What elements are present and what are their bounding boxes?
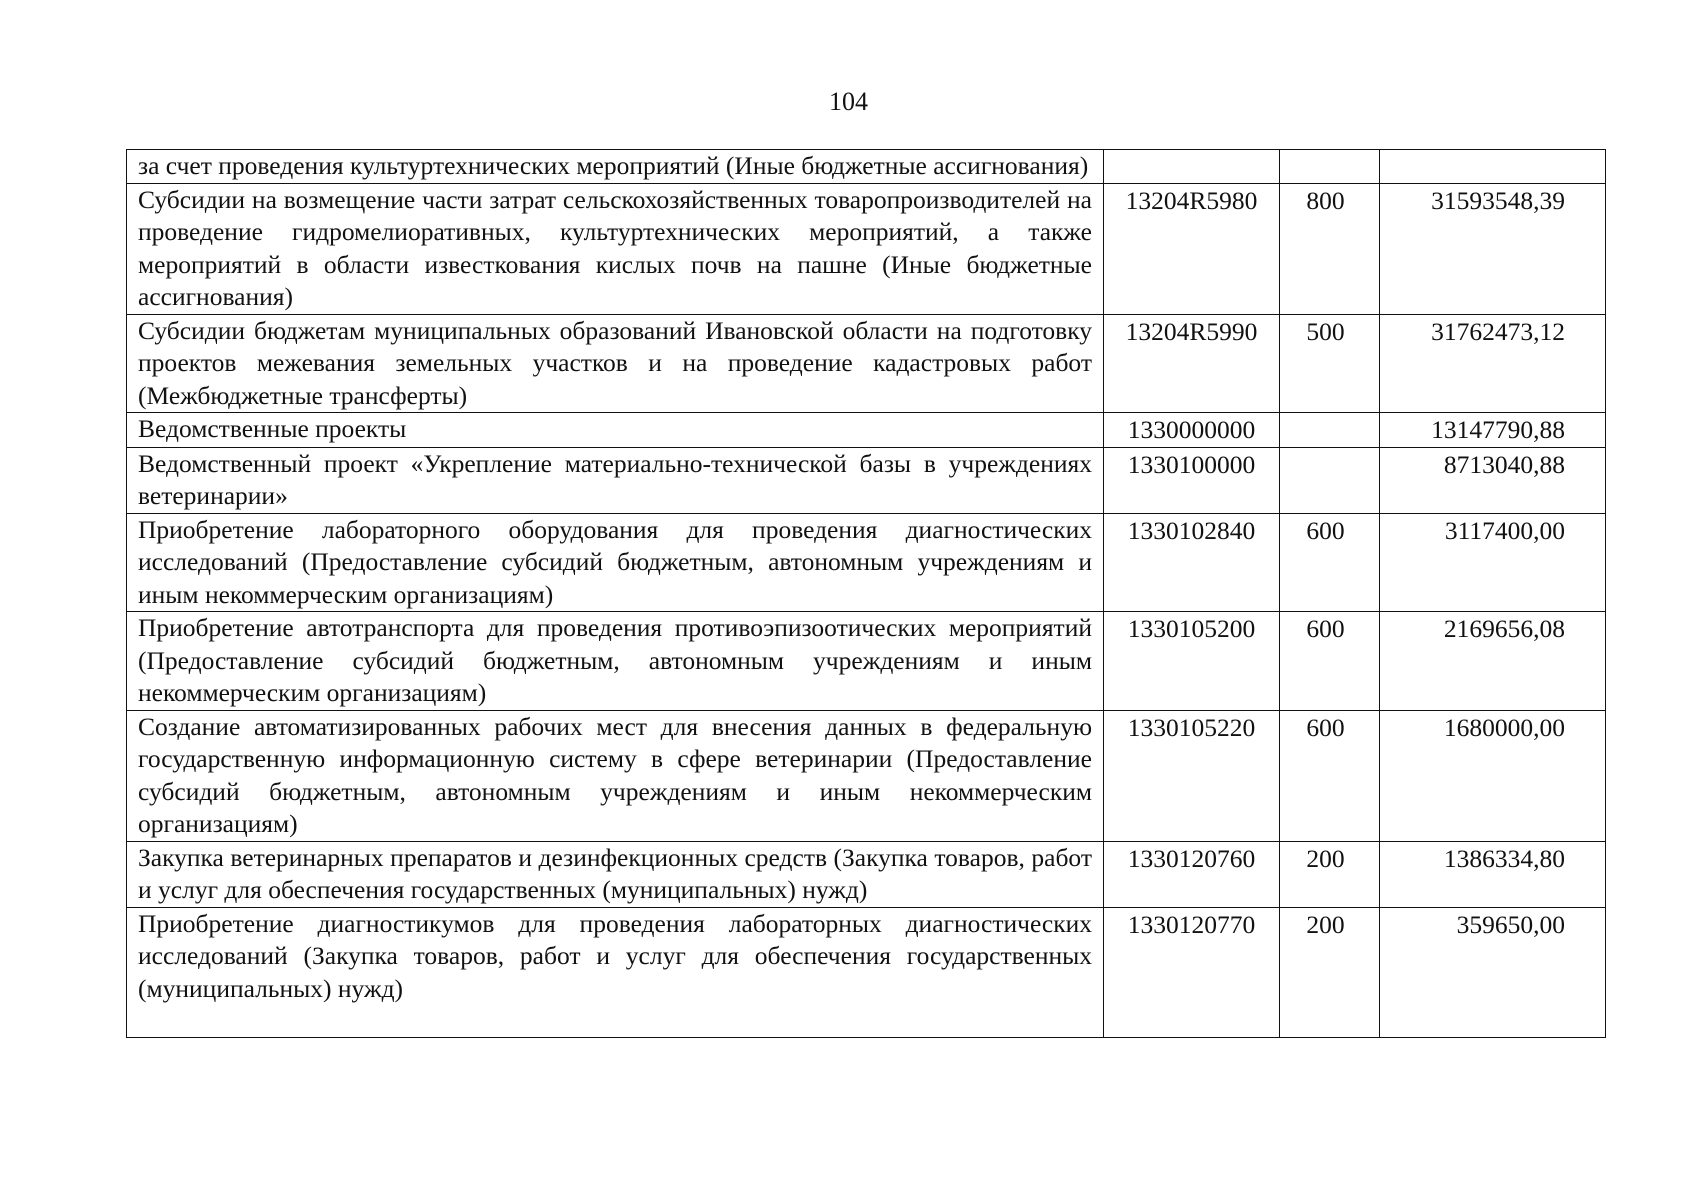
table-row (127, 314, 1606, 413)
row-description: Ведомственный проект «Укрепление материально-технической базы в учреждениях ветеринарии» (127, 447, 1104, 513)
row-description: Приобретение автотранспорта для проведения противоэпизоотических мероприятий (Предоставление субсидий бюджетным, автономным учреждениям и иным некоммерческим организациям) (127, 612, 1104, 711)
row-expense-type: 800 (1280, 183, 1380, 314)
table-row (127, 841, 1606, 907)
budget-table (126, 149, 1606, 1038)
table-row (127, 710, 1606, 841)
row-target-code: 1330105220 (1104, 710, 1280, 841)
row-expense-type: 200 (1280, 907, 1380, 1037)
table-row (127, 447, 1606, 513)
row-expense-type (1280, 447, 1380, 513)
row-description: Ведомственные проекты (127, 413, 1104, 448)
row-amount (1380, 150, 1606, 184)
row-description: Приобретение лабораторного оборудования для проведения диагностических исследований (Предоставление субсидий бюджетным, автономным учреждениям и иным некоммерческим организациям) (127, 513, 1104, 612)
row-amount: 31593548,39 (1380, 183, 1606, 314)
row-description: Субсидии на возмещение части затрат сельскохозяйственных товаропроизводителей на проведение гидромелиоративных, культуртехнических мероприятий, а также мероприятий в области известкования кислых почв на пашне (Иные бюджетные ассигнования) (127, 183, 1104, 314)
row-target-code (1104, 150, 1280, 184)
row-expense-type: 500 (1280, 314, 1380, 413)
row-description: Создание автоматизированных рабочих мест для внесения данных в федеральную государственную информационную систему в сфере ветеринарии (Предоставление субсидий бюджетным, автономным учреждениям и иным некоммерческим организациям) (127, 710, 1104, 841)
row-description: Закупка ветеринарных препаратов и дезинфекционных средств (Закупка товаров, работ и услуг для обеспечения государственных (муниципальных) нужд) (127, 841, 1104, 907)
row-description: за счет проведения культуртехнических мероприятий (Иные бюджетные ассигнования) (127, 150, 1104, 184)
row-amount: 1386334,80 (1380, 841, 1606, 907)
row-amount: 3117400,00 (1380, 513, 1606, 612)
row-expense-type: 600 (1280, 513, 1380, 612)
row-target-code: 1330000000 (1104, 413, 1280, 448)
row-amount: 8713040,88 (1380, 447, 1606, 513)
page-number: 104 (829, 87, 868, 116)
row-target-code: 1330120760 (1104, 841, 1280, 907)
row-target-code: 13204R5980 (1104, 183, 1280, 314)
row-amount: 359650,00 (1380, 907, 1606, 1037)
row-amount: 13147790,88 (1380, 413, 1606, 448)
row-target-code: 1330105200 (1104, 612, 1280, 711)
row-expense-type (1280, 150, 1380, 184)
row-description: Приобретение диагностикумов для проведения лабораторных диагностических исследований (Закупка товаров, работ и услуг для обеспечения государственных (муниципальных) нужд) (127, 907, 1104, 1037)
table-row (127, 183, 1606, 314)
table-row (127, 612, 1606, 711)
table-row (127, 513, 1606, 612)
row-target-code: 1330100000 (1104, 447, 1280, 513)
row-amount: 31762473,12 (1380, 314, 1606, 413)
row-amount: 2169656,08 (1380, 612, 1606, 711)
row-expense-type: 200 (1280, 841, 1380, 907)
table-row (127, 150, 1606, 184)
row-expense-type: 600 (1280, 710, 1380, 841)
row-target-code: 1330102840 (1104, 513, 1280, 612)
row-target-code: 13204R5990 (1104, 314, 1280, 413)
row-expense-type (1280, 413, 1380, 448)
row-description: Субсидии бюджетам муниципальных образований Ивановской области на подготовку проектов межевания земельных участков и на проведение кадастровых работ (Межбюджетные трансферты) (127, 314, 1104, 413)
table-row (127, 413, 1606, 448)
row-expense-type: 600 (1280, 612, 1380, 711)
row-target-code: 1330120770 (1104, 907, 1280, 1037)
table-row (127, 907, 1606, 1037)
row-amount: 1680000,00 (1380, 710, 1606, 841)
